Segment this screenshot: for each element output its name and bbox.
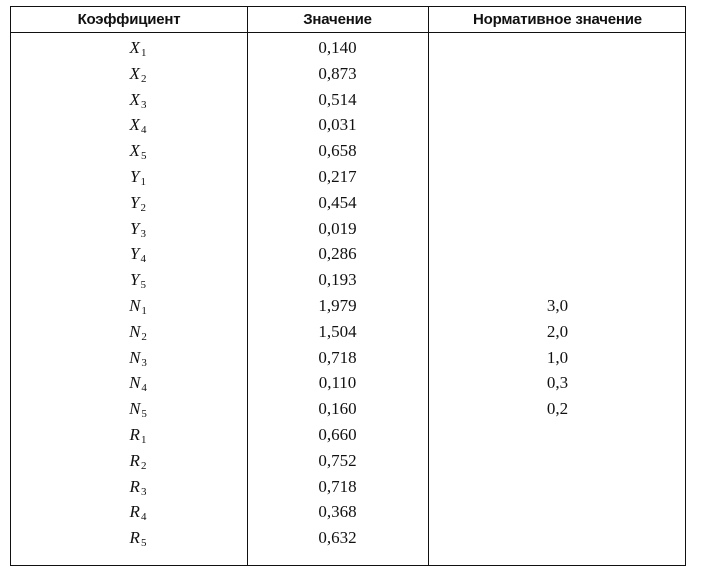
value-cell: 0,660	[318, 424, 357, 444]
value-cell: 0,140	[318, 38, 357, 57]
table-row	[11, 61, 685, 87]
normative-value-cell	[428, 61, 687, 87]
coefficient-index: 1	[140, 175, 146, 188]
coefficient-index: 1	[140, 47, 147, 59]
coefficient-index: 4	[141, 382, 147, 395]
value-cell: 0,286	[318, 244, 357, 264]
coefficient-cell	[11, 35, 265, 61]
coefficient-letter: Y	[130, 244, 140, 264]
coefficient-cell	[11, 370, 265, 396]
coefficient-letter: R	[129, 528, 140, 548]
coefficient-letter: Y	[130, 218, 140, 238]
value-cell: 0,632	[318, 528, 357, 548]
value-cell: 1,979	[318, 295, 357, 315]
coefficient-cell	[11, 319, 265, 345]
coefficient-letter: N	[129, 399, 141, 419]
normative-value-cell	[428, 448, 687, 474]
table-row	[11, 87, 685, 113]
table-row	[11, 190, 685, 216]
table-row	[11, 345, 685, 371]
table-row	[11, 319, 685, 345]
normative-value-cell	[428, 422, 687, 448]
table-row	[11, 448, 685, 474]
coefficient-letter: X	[129, 89, 140, 109]
coefficient-cell	[11, 112, 265, 138]
normative-value-cell: 3,0	[546, 295, 569, 315]
normative-value-cell	[428, 164, 687, 190]
coefficient-cell	[11, 138, 265, 164]
coefficient-index: 3	[140, 98, 147, 111]
coefficient-index: 3	[140, 227, 146, 240]
normative-value-cell: 0,2	[546, 399, 569, 419]
table-row	[11, 164, 685, 190]
coefficient-table	[10, 6, 686, 566]
value-cell: 0,368	[318, 502, 357, 522]
coefficient-index: 3	[140, 485, 147, 498]
coefficient-cell	[11, 422, 265, 448]
table-body	[11, 35, 685, 551]
normative-value-cell	[428, 241, 687, 267]
coefficient-index: 4	[140, 124, 147, 137]
table-row	[11, 370, 685, 396]
normative-value-cell	[428, 525, 687, 551]
coefficient-index: 2	[140, 72, 147, 85]
header-value: Значение	[303, 11, 372, 28]
header-normative-value: Нормативное значение	[473, 11, 642, 28]
value-cell: 0,217	[318, 166, 357, 186]
coefficient-letter: N	[129, 321, 141, 341]
coefficient-letter: N	[129, 347, 141, 367]
table-row	[11, 525, 685, 551]
coefficient-letter: Y	[130, 270, 140, 290]
normative-value-cell	[428, 138, 687, 164]
normative-value-cell	[428, 87, 687, 113]
value-cell: 0,658	[318, 141, 357, 161]
coefficient-letter: N	[129, 373, 141, 393]
coefficient-cell	[11, 267, 265, 293]
coefficient-cell	[11, 396, 265, 422]
normative-value-cell: 0,3	[546, 373, 569, 393]
value-cell: 0,019	[318, 218, 357, 238]
coefficient-letter: Y	[130, 166, 140, 186]
header-divider	[11, 32, 685, 33]
coefficient-letter: N	[129, 295, 141, 315]
value-cell: 1,504	[318, 321, 357, 341]
coefficient-letter: Y	[130, 192, 140, 212]
normative-value-cell: 2,0	[546, 321, 569, 341]
value-cell: 0,873	[318, 63, 357, 83]
coefficient-letter: R	[129, 502, 140, 522]
value-cell: 0,718	[318, 476, 357, 496]
coefficient-letter: X	[129, 38, 140, 57]
coefficient-letter: X	[129, 115, 140, 135]
value-cell: 0,718	[318, 347, 357, 367]
table-row	[11, 241, 685, 267]
table-row	[11, 499, 685, 525]
table-row	[11, 138, 685, 164]
coefficient-index: 2	[140, 201, 146, 214]
coefficient-cell	[11, 241, 265, 267]
table-row	[11, 112, 685, 138]
coefficient-index: 2	[140, 459, 147, 472]
coefficient-cell	[11, 293, 265, 319]
value-cell: 0,752	[318, 450, 357, 470]
normative-value-cell	[428, 267, 687, 293]
coefficient-cell	[11, 345, 265, 371]
coefficient-index: 4	[140, 253, 146, 266]
coefficient-index: 3	[141, 356, 147, 369]
coefficient-cell	[11, 448, 265, 474]
coefficient-index: 1	[140, 433, 147, 446]
coefficient-cell	[11, 525, 265, 551]
table-row	[11, 35, 685, 61]
coefficient-index: 5	[140, 279, 146, 292]
coefficient-index: 5	[140, 537, 147, 550]
coefficient-index: 4	[140, 511, 147, 524]
coefficient-index: 5	[140, 150, 147, 163]
normative-value-cell	[428, 112, 687, 138]
table-row	[11, 396, 685, 422]
value-cell: 0,454	[318, 192, 357, 212]
coefficient-letter: R	[129, 450, 140, 470]
coefficient-index: 5	[141, 408, 147, 421]
coefficient-index: 1	[141, 304, 147, 317]
coefficient-letter: R	[129, 424, 140, 444]
header-coefficient: Коэффициент	[77, 11, 181, 28]
value-cell: 0,193	[318, 270, 357, 290]
normative-value-cell	[428, 190, 687, 216]
value-cell: 0,514	[318, 89, 357, 109]
coefficient-index: 2	[141, 330, 147, 343]
coefficient-cell	[11, 61, 265, 87]
table-row	[11, 293, 685, 319]
normative-value-cell: 1,0	[546, 347, 569, 367]
coefficient-cell	[11, 87, 265, 113]
value-cell: 0,110	[318, 373, 357, 393]
coefficient-letter: X	[129, 63, 140, 83]
coefficient-cell	[11, 190, 265, 216]
table-row	[11, 267, 685, 293]
coefficient-cell	[11, 216, 265, 242]
coefficient-cell	[11, 474, 265, 500]
coefficient-cell	[11, 499, 265, 525]
normative-value-cell	[428, 474, 687, 500]
coefficient-letter: R	[129, 476, 140, 496]
coefficient-cell	[11, 164, 265, 190]
value-cell: 0,160	[318, 399, 357, 419]
table-row	[11, 422, 685, 448]
normative-value-cell	[428, 216, 687, 242]
coefficient-letter: X	[129, 141, 140, 161]
value-cell: 0,031	[318, 115, 357, 135]
normative-value-cell	[428, 499, 687, 525]
normative-value-cell	[428, 35, 687, 61]
table-row	[11, 474, 685, 500]
table-row	[11, 216, 685, 242]
